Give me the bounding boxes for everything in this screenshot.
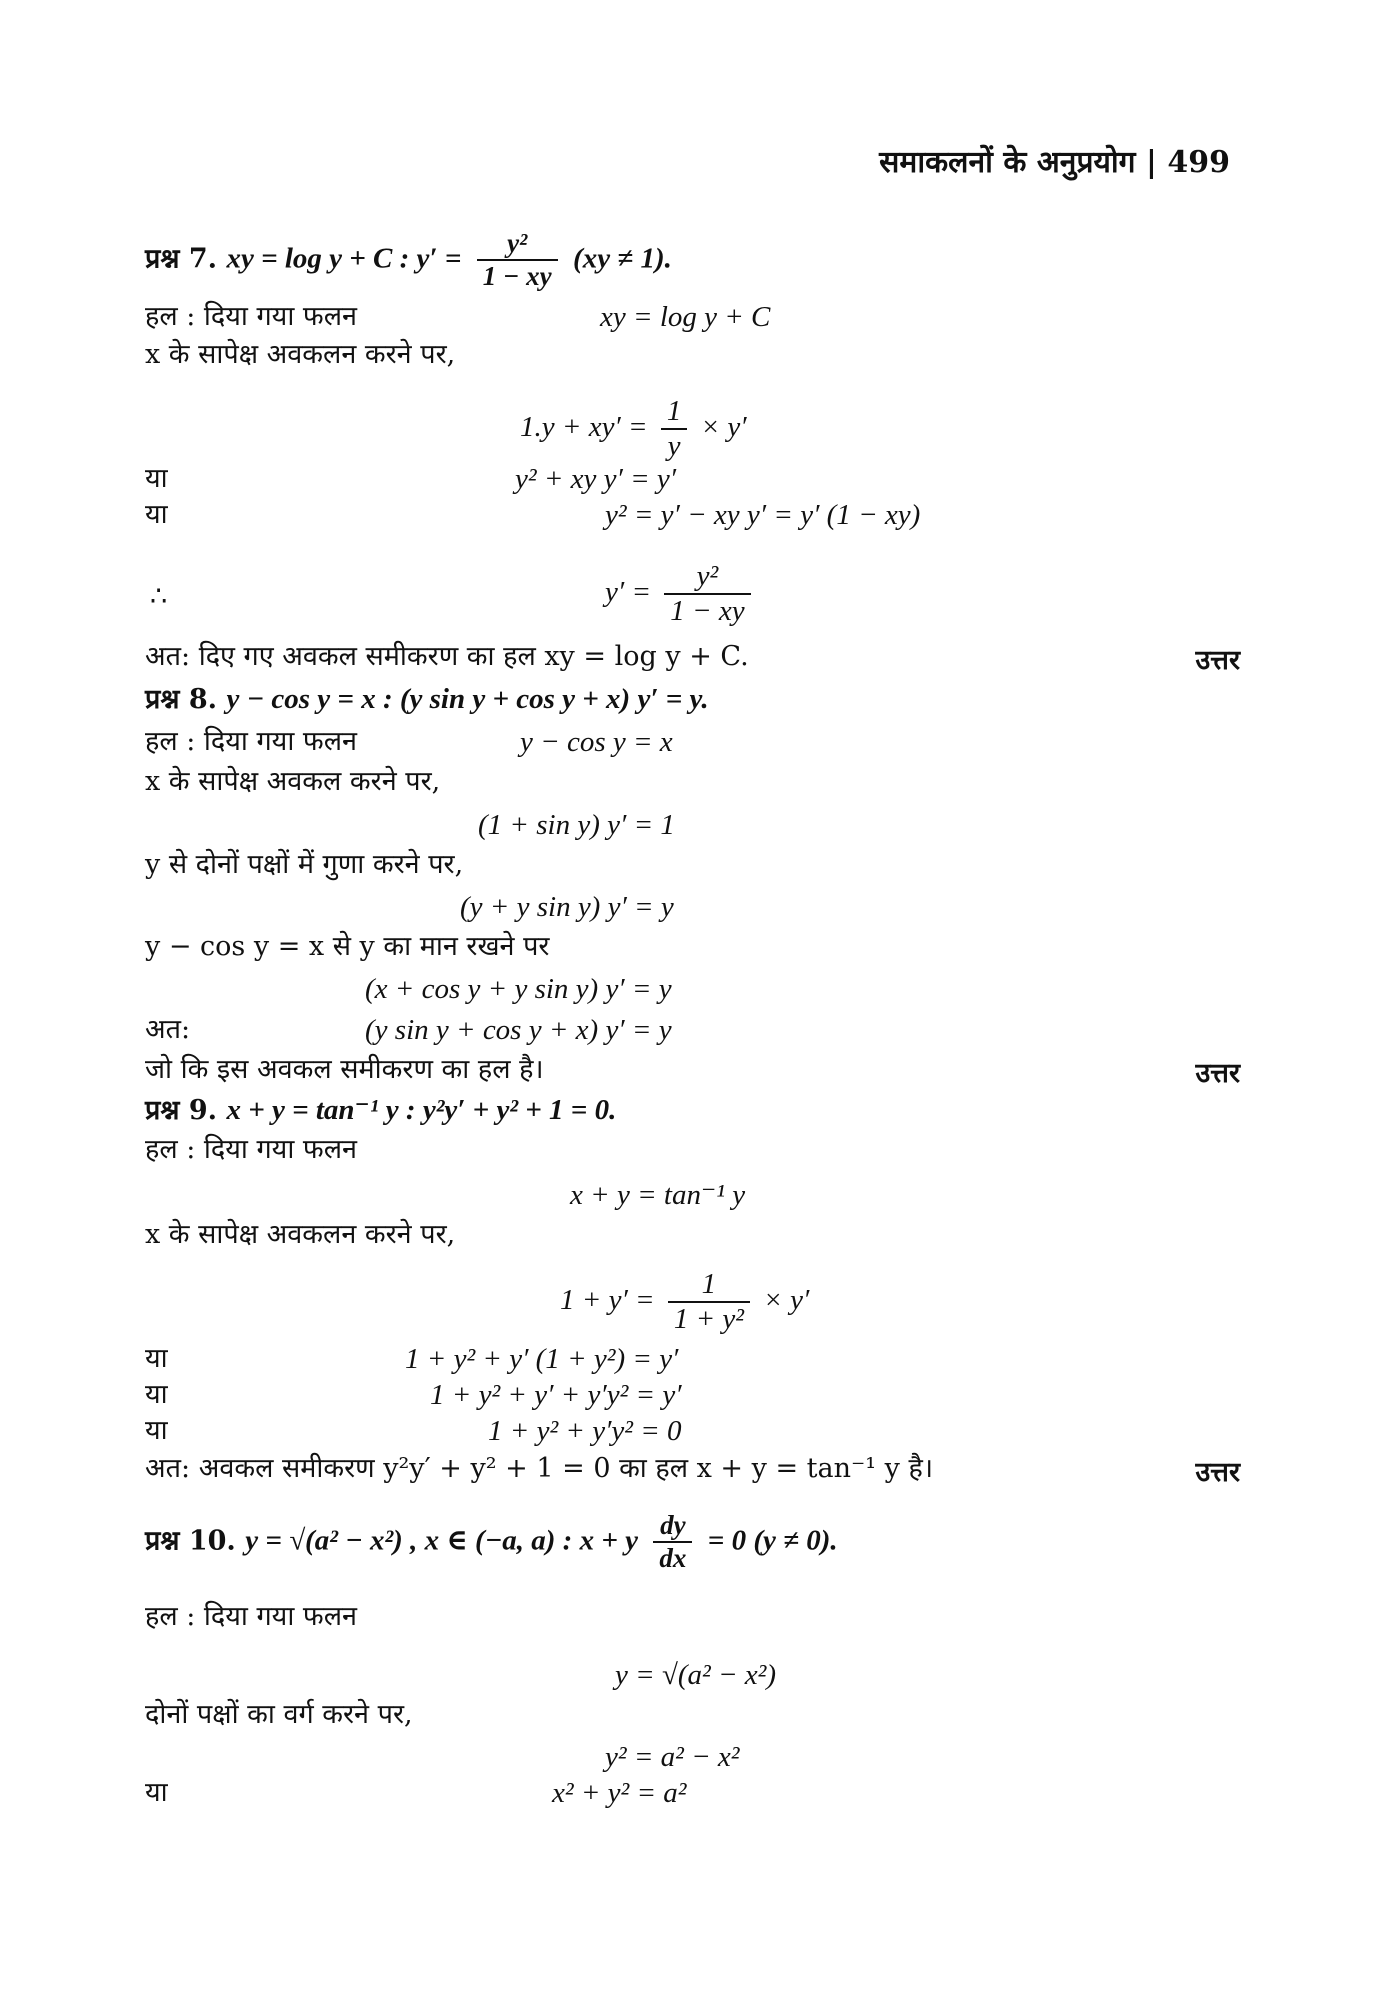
question-statement: y = √(a² − x²) , x ∈ (−a, a) : x + y: [245, 1524, 638, 1557]
numerator: dy: [653, 1510, 692, 1543]
condition: (xy ≠ 1).: [573, 242, 672, 275]
denominator: dx: [659, 1543, 687, 1574]
equation: y² + xy y′ = y′: [515, 463, 677, 495]
equation-lhs: 1.y + xy′ =: [520, 411, 648, 443]
question-8: [145, 682, 709, 717]
equation: y² = a² − x²: [605, 1741, 740, 1773]
equation: 1 + y² + y′ (1 + y²) = y′: [405, 1343, 679, 1375]
equation: [520, 395, 747, 464]
given-function: x + y = tan⁻¹ y: [570, 1179, 746, 1211]
equation: (x + cos y + y sin y) y′ = y: [365, 973, 672, 1005]
step-text: x के सापेक्ष अवकलन करने पर,: [145, 1219, 456, 1250]
given-function: y − cos y = x: [520, 726, 673, 758]
given-function: y = √(a² − x²): [615, 1659, 777, 1691]
numerator: 1: [661, 395, 688, 430]
step-text: x के सापेक्ष अवकल करने पर,: [145, 766, 441, 797]
denominator: 1 − xy: [670, 595, 745, 628]
fraction: [477, 228, 558, 292]
connector-ya: या: [145, 1415, 168, 1446]
question-label: प्रश्न 7.: [145, 243, 218, 275]
step-text: x के सापेक्ष अवकलन करने पर,: [145, 339, 456, 370]
equation: [605, 560, 757, 629]
solution-label: हल : दिया गया फलन: [145, 1601, 358, 1632]
question-7: [145, 228, 672, 292]
connector-ya: या: [145, 1777, 168, 1808]
equation-rhs: × y′: [763, 1284, 810, 1316]
conclusion: जो कि इस अवकल समीकरण का हल है।: [145, 1054, 544, 1085]
question-label: प्रश्न 9.: [145, 1095, 218, 1126]
equation-lhs: y′ =: [605, 576, 652, 608]
numerator: y²: [664, 560, 750, 595]
question-label: प्रश्न 8.: [145, 684, 218, 715]
connector-ya: या: [145, 1343, 168, 1374]
answer-label: उत्तर: [1195, 1457, 1240, 1488]
equation: 1 + y² + y′y² = 0: [488, 1415, 682, 1447]
question-statement: x + y = tan⁻¹ y : y²y′ + y² + 1 = 0.: [226, 1094, 617, 1126]
question-statement: y − cos y = x : (y sin y + cos y + x) y′ = y.: [226, 683, 709, 715]
numerator: 1: [668, 1268, 750, 1303]
condition: = 0 (y ≠ 0).: [707, 1524, 838, 1557]
equation: (1 + sin y) y′ = 1: [478, 809, 675, 841]
question-9: [145, 1093, 616, 1128]
denominator: 1 − xy: [482, 261, 552, 292]
answer-label: उत्तर: [1195, 1058, 1240, 1089]
numerator: y²: [477, 228, 558, 261]
connector-ata: अत:: [145, 1014, 191, 1045]
conclusion: अत: अवकल समीकरण y²y′ + y² + 1 = 0 का हल x + y = tan⁻¹ y है।: [145, 1453, 934, 1484]
solution-label: हल : दिया गया फलन: [145, 1134, 358, 1165]
question-10: [145, 1510, 838, 1574]
connector-ya: या: [145, 499, 168, 530]
equation: 1 + y² + y′ + y′y² = y′: [430, 1379, 682, 1411]
step-text: y − cos y = x से y का मान रखने पर: [145, 931, 550, 962]
connector-ya: या: [145, 463, 168, 494]
fraction: [668, 1268, 750, 1337]
equation: (y sin y + cos y + x) y′ = y: [365, 1014, 672, 1046]
equation-rhs: × y′: [700, 411, 747, 443]
conclusion: अत: दिए गए अवकल समीकरण का हल xy = log y + C.: [145, 641, 749, 672]
question-label: प्रश्न 10.: [145, 1525, 236, 1557]
equation: x² + y² = a²: [552, 1777, 687, 1809]
therefore-symbol: ∴: [150, 581, 168, 612]
answer-label: उत्तर: [1195, 645, 1240, 676]
equation-lhs: 1 + y′ =: [560, 1284, 655, 1316]
fraction: [653, 1510, 692, 1574]
equation: [560, 1268, 809, 1337]
solution-label: हल : दिया गया फलन: [145, 301, 358, 332]
equation: (y + y sin y) y′ = y: [460, 891, 674, 923]
step-text: y से दोनों पक्षों में गुणा करने पर,: [145, 849, 464, 880]
fraction: [661, 395, 688, 464]
connector-ya: या: [145, 1379, 168, 1410]
solution-label: हल : दिया गया फलन: [145, 726, 358, 757]
question-statement: xy = log y + C : y′ =: [226, 242, 462, 275]
step-text: दोनों पक्षों का वर्ग करने पर,: [145, 1699, 413, 1730]
given-function: xy = log y + C: [600, 301, 771, 333]
denominator: 1 + y²: [673, 1303, 744, 1336]
equation: y² = y′ − xy y′ = y′ (1 − xy): [605, 499, 921, 531]
page-header: समाकलनों के अनुप्रयोग | 499: [879, 145, 1230, 180]
fraction: [664, 560, 750, 629]
denominator: y: [667, 430, 681, 463]
